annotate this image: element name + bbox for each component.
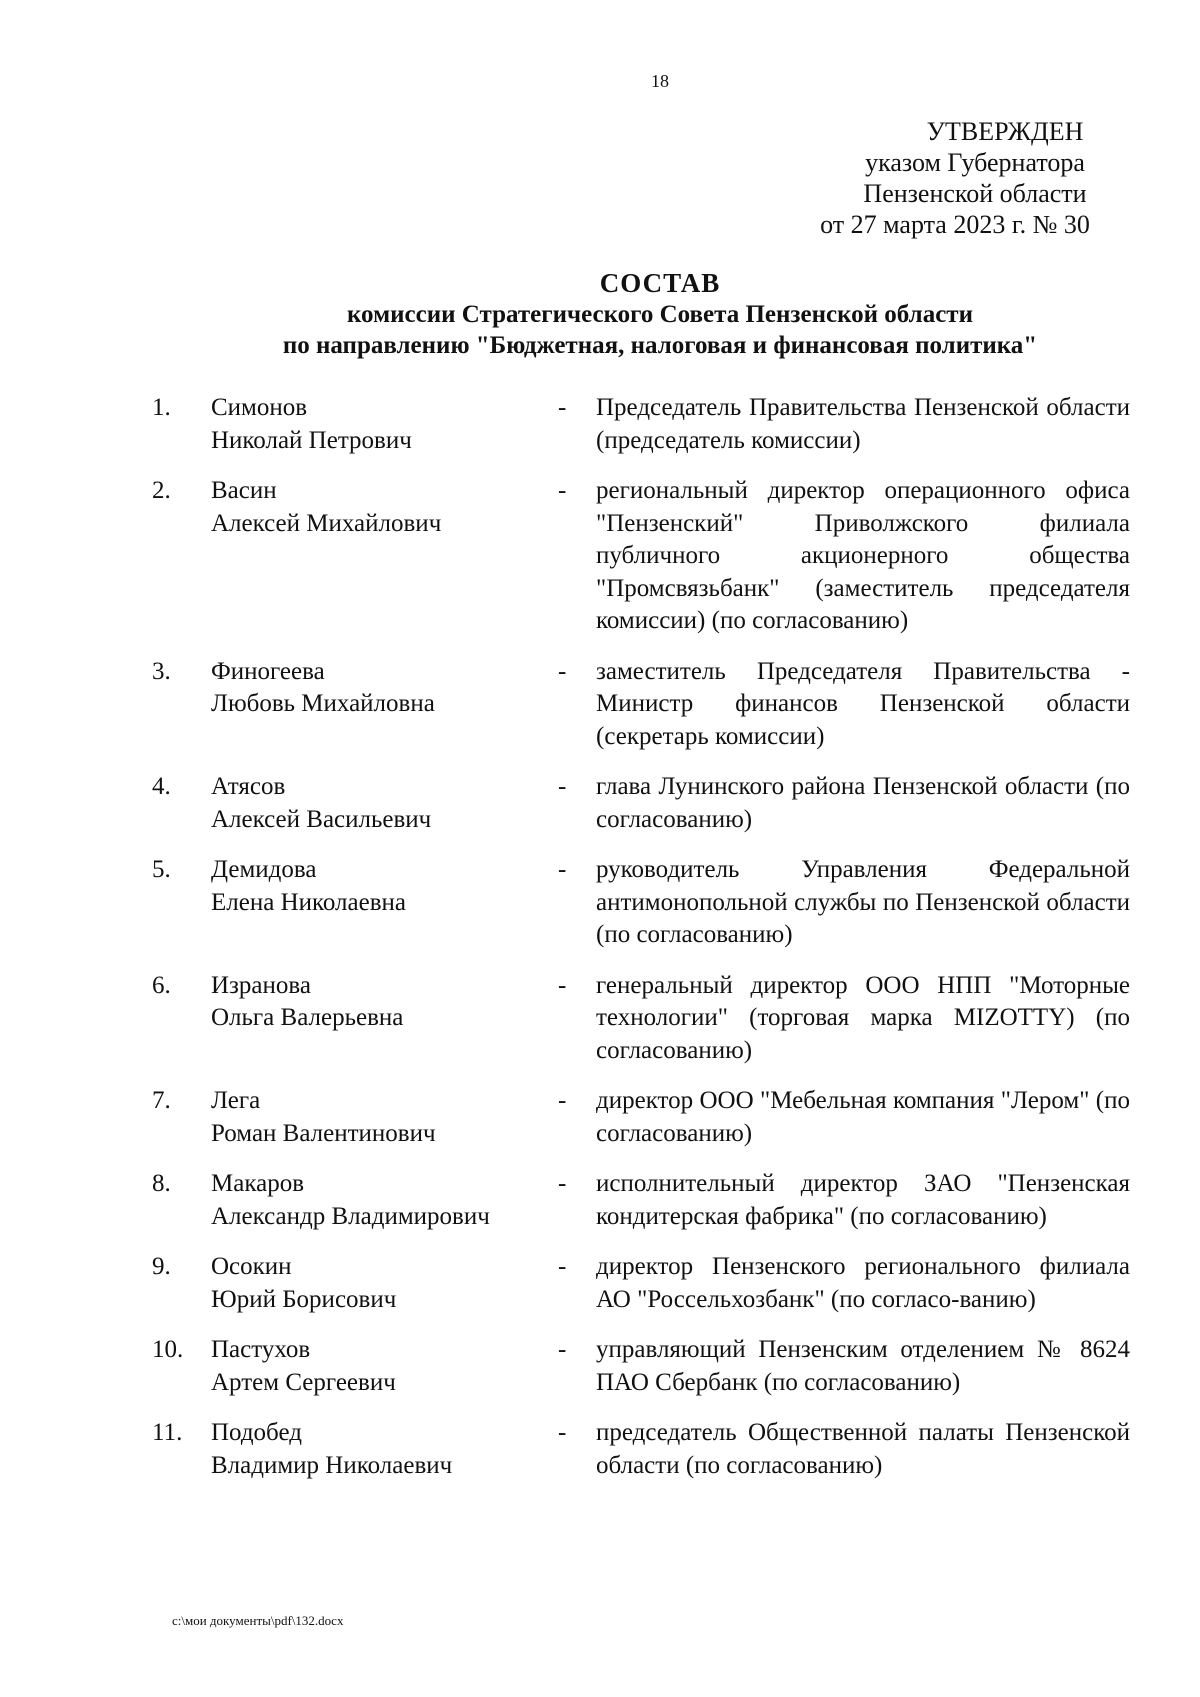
member-number: 7. [152, 1087, 171, 1114]
member-surname: Макаров [211, 1170, 304, 1197]
member-given-name: Артем Сергеевич [211, 1368, 396, 1396]
member-given-name: Любовь Михайловна [211, 690, 435, 717]
member-dash: - [558, 1253, 567, 1280]
member-dash: - [558, 477, 567, 504]
member-surname: Демидова [211, 856, 317, 883]
approval-line: указом Губернатора [865, 148, 1085, 177]
member-given-name: Елена Николаевна [211, 888, 406, 916]
member-number: 2. [152, 477, 171, 504]
member-row [0, 1251, 1200, 1316]
member-number: 6. [152, 971, 171, 999]
member-row [0, 1085, 1200, 1150]
member-row [0, 970, 1200, 1068]
member-given-name: Алексей Васильевич [211, 805, 432, 833]
approval-line: УТВЕРЖДЕН [926, 117, 1084, 146]
member-surname: Подобед [211, 1419, 302, 1446]
approval-line: от 27 марта 2023 г. № 30 [820, 210, 1090, 239]
member-name [211, 1251, 396, 1316]
member-surname: Лега [211, 1087, 261, 1114]
member-given-name: Александр Владимирович [211, 1202, 490, 1230]
member-role: руководитель Управления Федеральной антимонопольной службы по Пензенской области (по согласованию) [596, 856, 1130, 948]
member-surname: Финогеева [211, 657, 325, 685]
member-row [0, 771, 1200, 836]
member-name [211, 1334, 396, 1399]
approval-line: Пензенской области [863, 179, 1087, 208]
member-name [211, 1168, 490, 1233]
member-dash: - [558, 1336, 567, 1363]
member-dash: - [558, 773, 567, 800]
member-number: 10. [152, 1336, 184, 1363]
member-role: исполнительный директор ЗАО "Пензенская кондитерская фабрика" (по согласованию) [596, 1170, 1130, 1230]
member-role: директор ООО "Мебельная компания "Лером" (по согласованию) [596, 1087, 1130, 1147]
member-dash: - [558, 657, 567, 685]
member-name [211, 1417, 452, 1482]
approval-stamp [760, 116, 1140, 240]
member-number: 5. [152, 856, 171, 883]
page-number: 18 [651, 71, 669, 91]
member-name [211, 475, 441, 540]
member-row [0, 1417, 1200, 1482]
member-role: директор Пензенского регионального филиала АО "Россельхозбанк" (по согласо-ванию) [596, 1253, 1130, 1313]
title-line: по направлению "Бюджетная, налоговая и финансовая политика" [282, 332, 1038, 359]
document-title [120, 268, 1200, 361]
member-role: заместитель Председателя Правительства - Министр финансов Пензенской области (секретарь комиссии) [596, 657, 1130, 750]
member-number: 4. [152, 773, 171, 800]
member-role: управляющий Пензенским отделением № 8624 ПАО Сбербанк (по согласованию) [596, 1336, 1130, 1396]
title-line: комиссии Стратегического Совета Пензенской области [346, 301, 973, 328]
member-surname: Пастухов [211, 1336, 311, 1363]
member-name [211, 970, 403, 1035]
member-number: 1. [152, 394, 171, 421]
title-heading: СОСТАВ [599, 268, 721, 298]
member-row [0, 854, 1200, 952]
member-surname: Атясов [211, 773, 286, 800]
member-dash: - [558, 971, 567, 999]
member-row [0, 656, 1200, 754]
member-surname: Изранова [211, 971, 311, 999]
member-role: глава Лунинского района Пензенской области (по согласованию) [596, 773, 1130, 833]
member-given-name: Алексей Михайлович [211, 509, 442, 537]
member-number: 8. [152, 1170, 171, 1197]
file-path-footer: c:\мои документы\pdf\132.docx [172, 1613, 344, 1628]
member-number: 9. [152, 1253, 171, 1280]
member-name [211, 392, 412, 457]
member-surname: Васин [211, 477, 277, 504]
member-list [0, 392, 1200, 1500]
member-role: региональный директор операционного офиса "Пензенский" Приволжского филиала публичного акционерного общества "Промсвязьбанк" (заместитель председателя комиссии) (по согласованию) [596, 477, 1130, 634]
member-dash: - [558, 1170, 567, 1197]
member-number: 11. [152, 1419, 183, 1446]
member-name [211, 771, 431, 836]
member-given-name: Роман Валентинович [211, 1119, 436, 1147]
member-name [211, 854, 406, 919]
member-given-name: Юрий Борисович [211, 1285, 397, 1313]
member-dash: - [558, 394, 567, 421]
member-role: Председатель Правительства Пензенской области (председатель комиссии) [596, 394, 1130, 454]
member-role: генеральный директор ООО НПП "Моторные технологии" (торговая марка MIZOTTY) (по согласованию) [596, 971, 1130, 1064]
member-row [0, 1168, 1200, 1233]
member-row [0, 475, 1200, 638]
member-surname: Симонов [211, 394, 308, 421]
member-name [211, 656, 435, 721]
member-name [211, 1085, 436, 1150]
member-given-name: Владимир Николаевич [211, 1451, 453, 1479]
member-dash: - [558, 1419, 567, 1446]
member-surname: Осокин [211, 1253, 292, 1280]
member-dash: - [558, 856, 567, 883]
member-dash: - [558, 1087, 567, 1114]
member-row [0, 392, 1200, 457]
member-row [0, 1334, 1200, 1399]
member-role: председатель Общественной палаты Пензенской области (по согласованию) [596, 1419, 1130, 1479]
member-given-name: Николай Петрович [211, 426, 412, 454]
member-given-name: Ольга Валерьевна [211, 1004, 404, 1031]
member-number: 3. [152, 657, 171, 685]
